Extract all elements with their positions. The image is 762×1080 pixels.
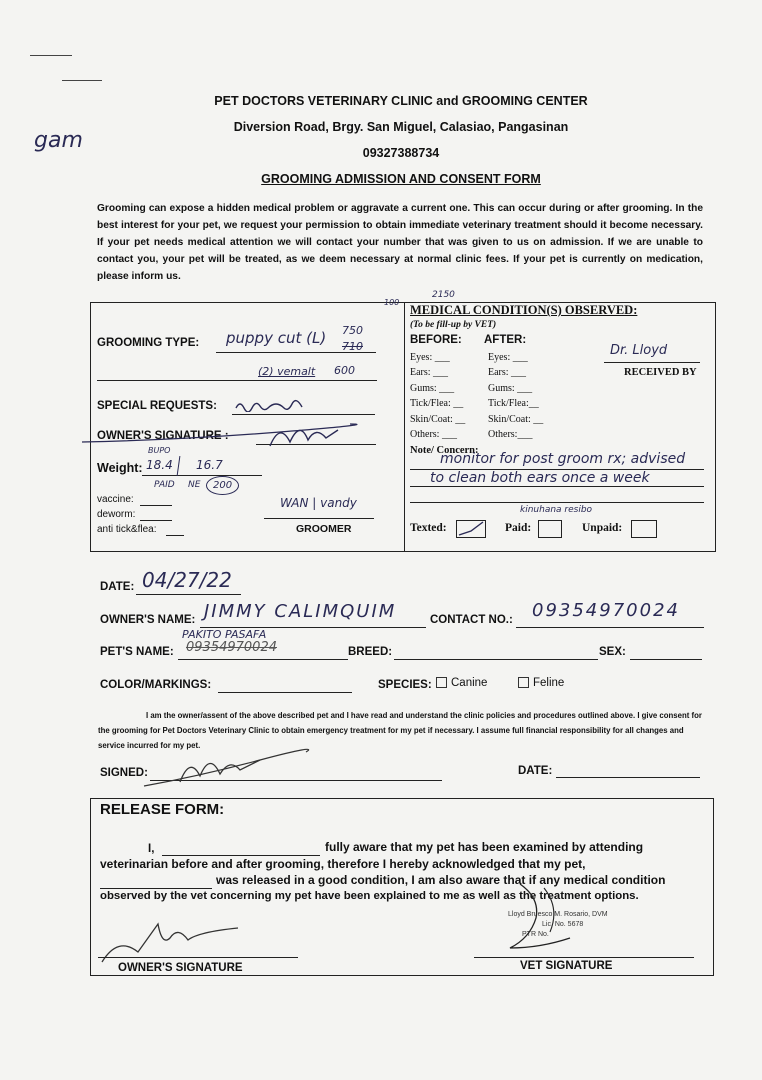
pet-name-line bbox=[178, 659, 348, 660]
contact-line bbox=[516, 627, 704, 628]
note-text-2: to clean both ears once a week bbox=[430, 470, 650, 486]
price-1-old: 710 bbox=[342, 340, 363, 353]
weight-note: BUPO bbox=[148, 446, 171, 455]
special-requests-label: SPECIAL REQUESTS: bbox=[97, 400, 217, 412]
groomer-label: GROOMER bbox=[296, 523, 352, 535]
release-title: RELEASE FORM: bbox=[100, 801, 225, 818]
check-after-ears: Ears: ___ bbox=[488, 367, 527, 378]
check-after-gums: Gums: ___ bbox=[488, 383, 533, 394]
corner-note: 100 bbox=[384, 298, 400, 307]
contact-label: CONTACT NO.: bbox=[430, 614, 513, 626]
check-after-eyes: Eyes: ___ bbox=[488, 352, 528, 363]
release-prefix: I, bbox=[148, 843, 155, 855]
check-after-others: Others:___ bbox=[488, 429, 533, 440]
check-before-skin: Skin/Coat: __ bbox=[410, 414, 466, 425]
received-by-value: Dr. Lloyd bbox=[610, 343, 668, 358]
feline-checkbox[interactable] bbox=[518, 677, 529, 688]
note-text-1: monitor for post groom rx; advised bbox=[440, 451, 686, 467]
feline-label: Feline bbox=[533, 677, 565, 689]
check-after-skin: Skin/Coat: __ bbox=[488, 414, 544, 425]
canine-option[interactable] bbox=[436, 677, 487, 689]
release-owner-scribble bbox=[98, 916, 248, 966]
sex-line bbox=[630, 659, 702, 660]
species-label: SPECIES: bbox=[378, 679, 432, 691]
box-divider bbox=[404, 302, 405, 552]
release-line-4: observed by the vet concerning my pet have been explained to me as well as the treatment options. bbox=[100, 890, 639, 902]
groomer-line bbox=[264, 518, 374, 519]
pet-name-value: PAKITO PASAFA bbox=[182, 628, 267, 641]
deworm-label: deworm: bbox=[97, 509, 136, 520]
check-before-tick: Tick/Flea: __ bbox=[410, 398, 464, 409]
note-text-3: kinuhana resibo bbox=[520, 505, 593, 515]
sex-label: SEX: bbox=[599, 646, 626, 658]
feline-option[interactable] bbox=[518, 677, 564, 689]
release-line-1: fully aware that my pet has been examined by attending bbox=[325, 840, 644, 854]
paid-amount: 200 bbox=[206, 476, 239, 495]
grooming-type-line-2 bbox=[97, 380, 377, 381]
weight-line bbox=[142, 475, 262, 476]
anti-tick-line bbox=[166, 535, 184, 536]
vet-stamp-name: Lloyd Bruesco M. Rosario, DVM bbox=[508, 911, 608, 918]
groomer-value: WAN | vandy bbox=[280, 496, 357, 510]
contact-value: 09354970024 bbox=[532, 600, 680, 621]
unpaid-label: Unpaid: bbox=[582, 522, 623, 534]
medical-subtitle: (To be fill-up by VET) bbox=[410, 320, 497, 330]
signed-date-line bbox=[556, 777, 700, 778]
weight-1: 18.4 bbox=[146, 458, 173, 472]
texted-checkbox[interactable] bbox=[456, 520, 486, 538]
signed-scribble bbox=[140, 746, 310, 792]
breed-label: BREED: bbox=[348, 646, 393, 658]
signed-date-label: DATE: bbox=[518, 765, 553, 777]
owner-name-label: OWNER'S NAME: bbox=[100, 614, 196, 626]
release-owner-line bbox=[98, 957, 298, 958]
color-line bbox=[218, 692, 352, 693]
form-title: GROOMING ADMISSION AND CONSENT FORM bbox=[261, 172, 541, 186]
note-line-3 bbox=[410, 502, 704, 503]
check-before-others: Others: ___ bbox=[410, 429, 457, 440]
signed-label: SIGNED: bbox=[100, 767, 148, 779]
date-label: DATE: bbox=[100, 581, 135, 593]
owner-name-value: JIMMY CALIMQUIM bbox=[204, 601, 397, 622]
breed-line bbox=[394, 659, 598, 660]
release-pet-line bbox=[100, 888, 212, 889]
pet-name-label: PET'S NAME: bbox=[100, 646, 174, 658]
note-line-2 bbox=[410, 486, 704, 487]
release-owner-signature-label: OWNER'S SIGNATURE bbox=[118, 962, 243, 974]
weight-2: 16.7 bbox=[196, 458, 223, 472]
vet-stamp-ptr: PTR No. bbox=[522, 931, 549, 938]
unpaid-checkbox[interactable] bbox=[631, 520, 657, 538]
clinic-name: PET DOCTORS VETERINARY CLINIC and GROOMING CENTER bbox=[214, 94, 588, 108]
owner-signature-scribble bbox=[80, 412, 360, 462]
release-line-3: was released in a good condition, I am also aware that if any medical condition bbox=[216, 873, 666, 887]
after-label: AFTER: bbox=[484, 334, 527, 346]
texted-label: Texted: bbox=[410, 522, 447, 534]
release-vet-signature-label: VET SIGNATURE bbox=[520, 960, 613, 972]
pet-name-struck: 09354970024 bbox=[186, 640, 277, 655]
grooming-type-label: GROOMING TYPE: bbox=[97, 337, 200, 349]
weight-label: Weight: bbox=[97, 461, 143, 475]
check-before-ears: Ears: ___ bbox=[410, 367, 449, 378]
release-line-2: veterinarian before and after grooming, therefore I hereby acknowledged that my pet, bbox=[100, 857, 586, 871]
canine-checkbox[interactable] bbox=[436, 677, 447, 688]
vaccine-line bbox=[140, 505, 172, 506]
check-after-tick: Tick/Flea:__ bbox=[488, 398, 539, 409]
date-value: 04/27/22 bbox=[142, 568, 232, 592]
price-1: 750 bbox=[342, 324, 363, 337]
paid-note: PAID bbox=[154, 480, 175, 490]
check-before-eyes: Eyes: ___ bbox=[410, 352, 450, 363]
vet-signature-scribble bbox=[500, 878, 580, 958]
vet-stamp-lic: Lic. No. 5678 bbox=[542, 921, 584, 928]
margin-note: gam bbox=[34, 128, 83, 153]
total-note: 2150 bbox=[432, 290, 455, 300]
grooming-type-value: puppy cut (L) bbox=[226, 329, 327, 347]
intro-text: Grooming can expose a hidden medical problem or aggravate a current one. This can occur during or after grooming. In the best interest for your pet, we request your permission to obtain immediate veterinary treatment should it become necessary. If your pet needs medical attention we will contact your number that was given to us on admission. If we are unable to contact you, your pet will be treated, as we deem necessary at normal clinic fees. If your pet is currently on medication, please inform us. bbox=[97, 203, 703, 282]
medical-title: MEDICAL CONDITION(S) OBSERVED: bbox=[410, 303, 638, 317]
anti-tick-label: anti tick&flea: bbox=[97, 524, 157, 535]
received-by-line bbox=[604, 362, 700, 363]
before-label: BEFORE: bbox=[410, 334, 462, 346]
vaccine-label: vaccine: bbox=[97, 494, 134, 505]
paid-note-2: NE bbox=[188, 480, 201, 490]
owner-signature-label: OWNER'S SIGNATURE : bbox=[97, 430, 229, 442]
clinic-phone: 09327388734 bbox=[362, 146, 440, 160]
release-vet-line bbox=[474, 957, 694, 958]
clinic-address: Diversion Road, Brgy. San Miguel, Calasiao, Pangasinan bbox=[233, 120, 569, 134]
special-requests-scribble bbox=[234, 398, 306, 410]
deworm-line bbox=[140, 520, 172, 521]
date-line bbox=[136, 594, 241, 595]
margin-dash-2 bbox=[62, 80, 102, 81]
received-by-label: RECEIVED BY bbox=[624, 367, 697, 378]
margin-dash-1 bbox=[30, 55, 72, 56]
check-before-gums: Gums: ___ bbox=[410, 383, 455, 394]
price-2: 600 bbox=[334, 364, 355, 377]
note-label: Note/ Concern: bbox=[410, 445, 479, 456]
consent-text: I am the owner/assent of the above described pet and I have read and understand the clinic policies and procedures outlined above. I give consent for the grooming for Pet Doctors Veterinary Clinic to obtain emergency treatment for my pet if necessary. I assume full financial responsibility for all changes and service incurred for my pet. bbox=[98, 711, 702, 750]
color-label: COLOR/MARKINGS: bbox=[100, 679, 212, 691]
release-name-line bbox=[162, 855, 320, 856]
canine-label: Canine bbox=[451, 677, 488, 689]
paid-checkbox[interactable] bbox=[538, 520, 562, 538]
treatment-value: (2) vemalt bbox=[258, 365, 316, 378]
paid-label: Paid: bbox=[505, 522, 532, 534]
